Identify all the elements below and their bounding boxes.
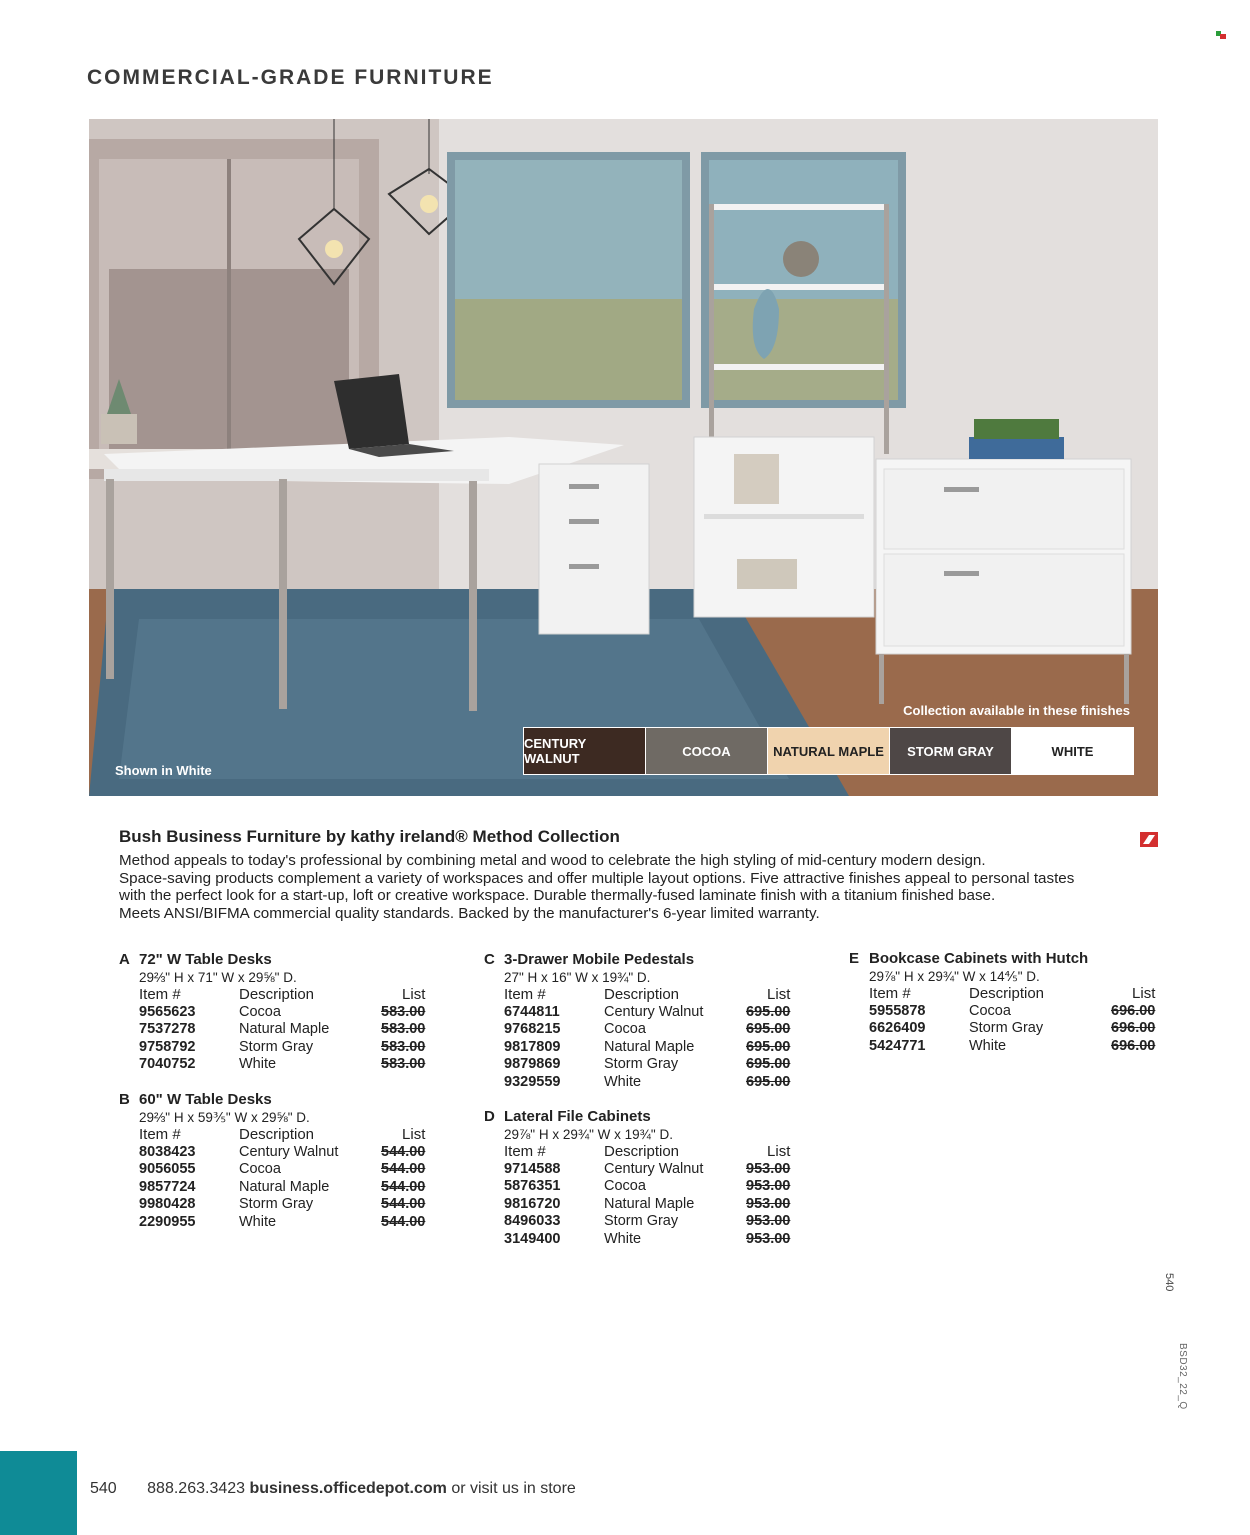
item-number: 9817809 bbox=[504, 1038, 561, 1055]
shown-caption: Shown in White bbox=[115, 763, 212, 778]
table-row bbox=[504, 1213, 790, 1231]
product-table bbox=[504, 1143, 790, 1248]
item-price: 695.00 bbox=[746, 1056, 791, 1072]
item-description: Cocoa bbox=[604, 1178, 646, 1194]
table-row bbox=[139, 1214, 425, 1232]
product-dimensions: 27" H x 16" W x 19¾" D. bbox=[504, 970, 651, 985]
col-description: Description bbox=[239, 1126, 315, 1143]
product-dimensions: 29⅞" H x 29¾" W x 14⅘" D. bbox=[869, 969, 1040, 984]
product-b bbox=[119, 1091, 425, 1231]
col-description: Description bbox=[604, 1143, 680, 1160]
item-number: 9879869 bbox=[504, 1056, 561, 1072]
item-price: 695.00 bbox=[746, 1073, 791, 1090]
col-item: Item # bbox=[139, 986, 181, 1003]
col-item: Item # bbox=[139, 1126, 181, 1143]
table-row bbox=[869, 1038, 1155, 1056]
product-table bbox=[504, 986, 790, 1091]
product-title: Lateral File Cabinets bbox=[504, 1108, 651, 1125]
item-price: 544.00 bbox=[381, 1213, 426, 1230]
table-header bbox=[504, 986, 790, 1004]
item-price: 583.00 bbox=[381, 1021, 426, 1037]
item-description: White bbox=[604, 1073, 642, 1090]
item-description: Natural Maple bbox=[604, 1195, 695, 1212]
swatch-white: WHITE bbox=[1012, 728, 1133, 774]
brand-logo-icon bbox=[1140, 832, 1158, 847]
col-description: Description bbox=[969, 985, 1045, 1002]
product-letter: B bbox=[119, 1091, 130, 1108]
catalog-code: BSD32_22_Q bbox=[1177, 1343, 1188, 1410]
item-description: Natural Maple bbox=[239, 1178, 330, 1195]
col-item: Item # bbox=[504, 1143, 546, 1160]
hero-photo bbox=[89, 119, 1158, 796]
product-a bbox=[119, 951, 425, 1074]
swatch-cocoa: COCOA bbox=[646, 728, 768, 774]
item-number: 9980428 bbox=[139, 1196, 196, 1212]
item-price: 583.00 bbox=[381, 1003, 426, 1020]
finish-swatches bbox=[523, 727, 1134, 775]
item-price: 953.00 bbox=[746, 1213, 791, 1229]
item-description: Cocoa bbox=[969, 1002, 1011, 1019]
item-number: 5876351 bbox=[504, 1178, 561, 1194]
item-description: Storm Gray bbox=[604, 1056, 679, 1072]
table-row bbox=[504, 1074, 790, 1092]
item-description: Cocoa bbox=[604, 1021, 646, 1037]
item-price: 583.00 bbox=[381, 1056, 426, 1072]
item-description: Storm Gray bbox=[239, 1038, 314, 1055]
footer-suffix: or visit us in store bbox=[451, 1480, 576, 1497]
intro-line: Method appeals to today's professional by combining metal and wood to celebrate the high styling of mid-century modern design. bbox=[119, 852, 986, 869]
product-letter: E bbox=[849, 950, 860, 967]
table-row bbox=[139, 1021, 425, 1039]
corner-logo-icon bbox=[1216, 31, 1226, 39]
product-dimensions: 29⅔" H x 59⅗" W x 29⅝" D. bbox=[139, 1110, 310, 1125]
item-number: 5424771 bbox=[869, 1037, 926, 1054]
item-price: 544.00 bbox=[381, 1161, 426, 1177]
product-title: 72" W Table Desks bbox=[139, 951, 272, 968]
item-number: 9329559 bbox=[504, 1073, 561, 1090]
item-number: 6626409 bbox=[869, 1020, 926, 1036]
item-number: 9565623 bbox=[139, 1003, 196, 1020]
item-price: 696.00 bbox=[1111, 1020, 1156, 1036]
table-row bbox=[504, 1196, 790, 1214]
table-header bbox=[869, 985, 1155, 1003]
col-description: Description bbox=[239, 986, 315, 1003]
item-price: 696.00 bbox=[1111, 1002, 1156, 1019]
item-price: 695.00 bbox=[746, 1003, 791, 1020]
table-header bbox=[139, 986, 425, 1004]
col-list: List bbox=[402, 986, 426, 1003]
product-letter: C bbox=[484, 951, 495, 968]
product-title: 60" W Table Desks bbox=[139, 1091, 272, 1108]
product-e bbox=[849, 950, 1155, 1055]
footer-phone[interactable]: 888.263.3423 bbox=[147, 1480, 246, 1497]
collection-description bbox=[119, 852, 1119, 922]
product-dimensions: 29⅞" H x 29¾" W x 19¾" D. bbox=[504, 1127, 673, 1142]
swatch-century-walnut: CENTURY WALNUT bbox=[524, 728, 646, 774]
item-description: White bbox=[969, 1037, 1007, 1054]
item-number: 9056055 bbox=[139, 1161, 196, 1177]
item-price: 696.00 bbox=[1111, 1037, 1156, 1054]
item-description: Storm Gray bbox=[969, 1020, 1044, 1036]
table-row bbox=[869, 1003, 1155, 1021]
table-row bbox=[869, 1020, 1155, 1038]
col-item: Item # bbox=[504, 986, 546, 1003]
item-description: Storm Gray bbox=[604, 1213, 679, 1229]
item-description: Storm Gray bbox=[239, 1196, 314, 1212]
footer bbox=[90, 1480, 576, 1498]
table-row bbox=[139, 1161, 425, 1179]
product-c bbox=[484, 951, 790, 1091]
item-price: 695.00 bbox=[746, 1038, 791, 1055]
product-letter: A bbox=[119, 951, 130, 968]
col-list: List bbox=[767, 1143, 791, 1160]
item-price: 544.00 bbox=[381, 1143, 426, 1160]
table-row bbox=[504, 1004, 790, 1022]
col-description: Description bbox=[604, 986, 680, 1003]
item-description: White bbox=[239, 1056, 277, 1072]
item-description: White bbox=[604, 1230, 642, 1247]
collection-title: Bush Business Furniture by kathy ireland® Method Collection bbox=[119, 827, 620, 846]
product-table bbox=[139, 986, 425, 1074]
product-d bbox=[484, 1108, 790, 1248]
item-number: 5955878 bbox=[869, 1002, 926, 1019]
item-number: 7040752 bbox=[139, 1056, 196, 1072]
item-price: 953.00 bbox=[746, 1195, 791, 1212]
col-list: List bbox=[767, 986, 791, 1003]
table-row bbox=[504, 1056, 790, 1074]
product-letter: D bbox=[484, 1108, 495, 1125]
page-tab bbox=[0, 1451, 77, 1535]
finish-caption: Collection available in these finishes bbox=[903, 703, 1130, 718]
item-number: 8038423 bbox=[139, 1143, 196, 1160]
product-title: Bookcase Cabinets with Hutch bbox=[869, 950, 1089, 967]
table-header bbox=[139, 1126, 425, 1144]
col-item: Item # bbox=[869, 985, 911, 1002]
item-description: Cocoa bbox=[239, 1161, 281, 1177]
table-row bbox=[139, 1179, 425, 1197]
item-description: Century Walnut bbox=[239, 1143, 339, 1160]
col-list: List bbox=[1132, 985, 1156, 1002]
item-description: White bbox=[239, 1213, 277, 1230]
item-number: 8496033 bbox=[504, 1213, 561, 1229]
page-number: 540 bbox=[90, 1480, 117, 1497]
item-number: 6744811 bbox=[504, 1003, 560, 1020]
intro-line: with the perfect look for a start-up, loft or creative workspace. Durable thermally-fused laminate finish with a titanium finished base. bbox=[119, 887, 996, 904]
office-scene-illustration bbox=[89, 119, 1158, 796]
product-table bbox=[869, 985, 1155, 1055]
item-number: 9714588 bbox=[504, 1160, 561, 1177]
table-row bbox=[139, 1196, 425, 1214]
item-price: 583.00 bbox=[381, 1038, 426, 1055]
intro-line: Meets ANSI/BIFMA commercial quality standards. Backed by the manufacturer's 6-year limited warranty. bbox=[119, 904, 820, 922]
intro-line: Space-saving products complement a variety of workspaces and offer multiple layout options. Five attractive finishes appeal to personal tastes bbox=[119, 869, 1075, 887]
item-number: 7537278 bbox=[139, 1021, 196, 1037]
table-row bbox=[504, 1161, 790, 1179]
table-row bbox=[139, 1004, 425, 1022]
item-price: 953.00 bbox=[746, 1178, 791, 1194]
product-dimensions: 29⅔" H x 71" W x 29⅝" D. bbox=[139, 970, 297, 985]
item-description: Century Walnut bbox=[604, 1160, 704, 1177]
table-row bbox=[504, 1231, 790, 1249]
item-number: 9768215 bbox=[504, 1021, 561, 1037]
item-description: Natural Maple bbox=[604, 1038, 695, 1055]
item-price: 544.00 bbox=[381, 1196, 426, 1212]
item-description: Century Walnut bbox=[604, 1003, 704, 1020]
footer-website-link[interactable]: business.officedepot.com bbox=[249, 1480, 447, 1497]
item-number: 9758792 bbox=[139, 1038, 196, 1055]
swatch-natural-maple: NATURAL MAPLE bbox=[768, 728, 890, 774]
table-row bbox=[139, 1056, 425, 1074]
item-price: 953.00 bbox=[746, 1230, 791, 1247]
page-title: COMMERCIAL-GRADE FURNITURE bbox=[87, 66, 494, 89]
product-table bbox=[139, 1126, 425, 1231]
item-number: 3149400 bbox=[504, 1230, 561, 1247]
product-title: 3-Drawer Mobile Pedestals bbox=[504, 951, 695, 968]
item-number: 9816720 bbox=[504, 1195, 561, 1212]
item-number: 9857724 bbox=[139, 1178, 196, 1195]
table-row bbox=[139, 1144, 425, 1162]
table-row bbox=[504, 1178, 790, 1196]
table-row bbox=[139, 1039, 425, 1057]
item-number: 2290955 bbox=[139, 1213, 196, 1230]
item-price: 953.00 bbox=[746, 1160, 791, 1177]
item-price: 544.00 bbox=[381, 1178, 426, 1195]
side-page-number: 540 bbox=[1163, 1273, 1175, 1292]
item-price: 695.00 bbox=[746, 1021, 791, 1037]
col-list: List bbox=[402, 1126, 426, 1143]
table-header bbox=[504, 1143, 790, 1161]
swatch-storm-gray: STORM GRAY bbox=[890, 728, 1012, 774]
item-description: Cocoa bbox=[239, 1003, 281, 1020]
table-row bbox=[504, 1039, 790, 1057]
table-row bbox=[504, 1021, 790, 1039]
item-description: Natural Maple bbox=[239, 1021, 330, 1037]
